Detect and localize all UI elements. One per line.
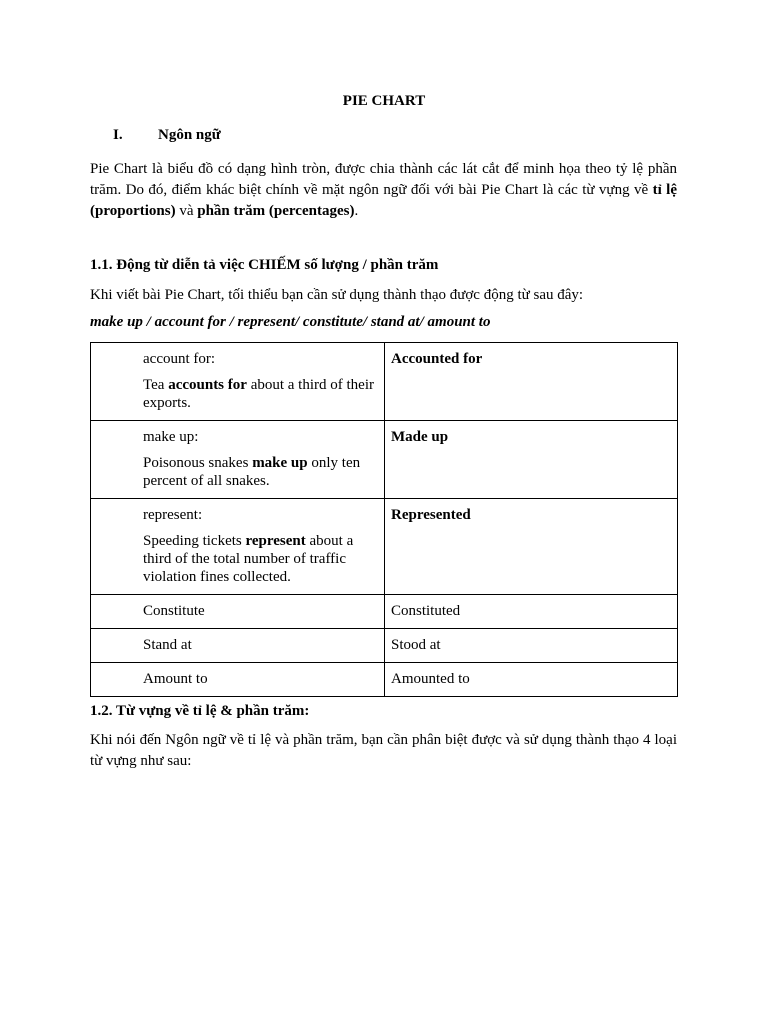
example-bold: represent xyxy=(245,533,306,549)
table-row xyxy=(91,499,678,595)
intro-text-2: và xyxy=(175,203,198,219)
section-label: Ngôn ngữ xyxy=(158,127,221,143)
past-form-cell xyxy=(385,343,678,421)
verb-example xyxy=(143,532,378,586)
past-form: Constituted xyxy=(391,603,461,619)
verb-cell xyxy=(91,595,385,629)
example-text: about a third of the total number of traffic violation fines collected. xyxy=(143,533,354,585)
table-row xyxy=(91,343,678,421)
past-form: Stood at xyxy=(391,637,441,653)
table-row xyxy=(91,629,678,663)
subsection-heading-1-2: 1.2. Từ vựng về tỉ lệ & phần trăm: xyxy=(90,703,310,719)
page-title: PIE CHART xyxy=(342,93,426,109)
section-heading-i xyxy=(113,127,221,144)
example-text: Tea xyxy=(143,377,169,393)
table-row xyxy=(91,595,678,629)
table-row xyxy=(91,421,678,499)
subsection-intro-1-2: Khi nói đến Ngôn ngữ về tỉ lệ và phần trăm, bạn cần phân biệt được và sử dụng thành thạo 4 loại từ vựng như sau: xyxy=(90,732,677,769)
intro-bold-proportions: tỉ lệ (proportions) xyxy=(90,182,677,219)
intro-text-3: . xyxy=(354,203,359,219)
verb-label: account for: xyxy=(143,351,216,367)
past-form-cell xyxy=(385,629,678,663)
past-form: Made up xyxy=(391,429,449,445)
subsection-heading-1-1: 1.1. Động từ diễn tả việc CHIẾM số lượng / phần trăm xyxy=(90,257,439,273)
example-text: about a third of their exports. xyxy=(143,377,374,411)
example-bold: make up xyxy=(252,455,308,471)
verbs-table xyxy=(90,342,678,697)
verb-cell xyxy=(91,343,385,421)
verb-label: Amount to xyxy=(143,671,208,687)
verb-example xyxy=(143,454,378,490)
verb-cell xyxy=(91,499,385,595)
verb-cell xyxy=(91,663,385,697)
past-form: Amounted to xyxy=(391,671,470,687)
verb-label: make up: xyxy=(143,429,199,445)
past-form-cell xyxy=(385,595,678,629)
verb-cell xyxy=(91,421,385,499)
example-text: Speeding tickets xyxy=(143,533,246,549)
verb-example xyxy=(143,376,378,412)
past-form-cell xyxy=(385,499,678,595)
verb-label: Stand at xyxy=(143,637,192,653)
past-form-cell xyxy=(385,663,678,697)
past-form: Represented xyxy=(391,507,471,523)
intro-bold-percentages: phần trăm (percentages) xyxy=(197,203,355,219)
example-bold: accounts for xyxy=(168,377,247,393)
verb-cell xyxy=(91,629,385,663)
example-text: only ten percent of all snakes. xyxy=(143,455,361,489)
verbs-list: make up / account for / represent/ constitute/ stand at/ amount to xyxy=(90,314,491,330)
section-number: I. xyxy=(113,127,123,143)
example-text: Poisonous snakes xyxy=(143,455,253,471)
verb-label: Constitute xyxy=(143,603,205,619)
intro-paragraph xyxy=(90,159,677,222)
past-form: Accounted for xyxy=(391,351,483,367)
past-form-cell xyxy=(385,421,678,499)
table-row xyxy=(91,663,678,697)
intro-text-1: Pie Chart là biểu đồ có dạng hình tròn, được chia thành các lát cắt để minh họa theo tỷ lệ phần trăm. Do đó, điểm khác biệt chính về mặt ngôn ngữ đối với bài Pie Chart là các từ vựng về xyxy=(90,161,677,198)
subsection-intro-1-1: Khi viết bài Pie Chart, tối thiểu bạn cần sử dụng thành thạo được động từ sau đây: xyxy=(90,287,584,303)
verb-label: represent: xyxy=(143,507,203,523)
